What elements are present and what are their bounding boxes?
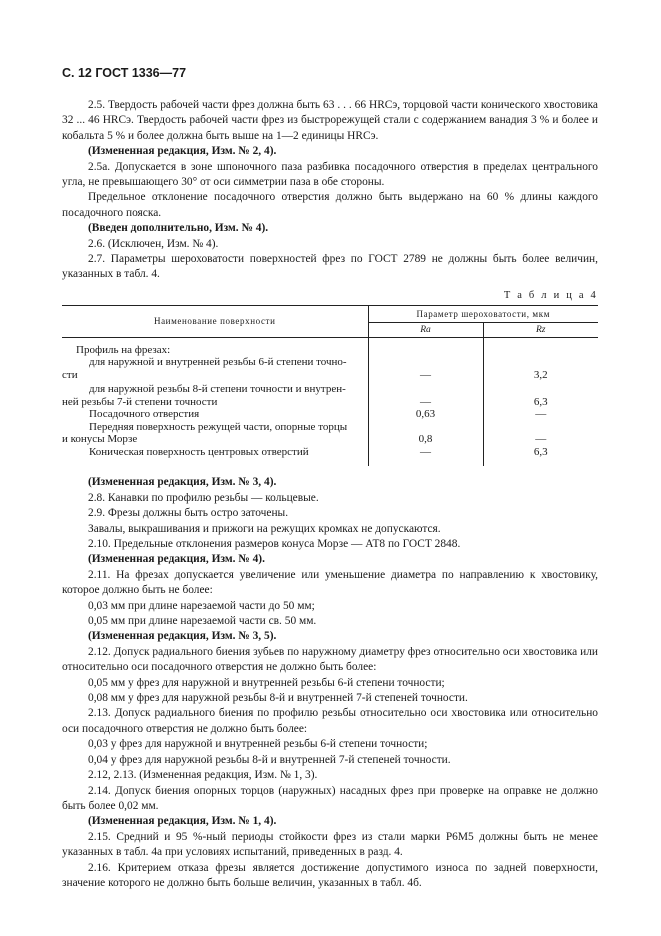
cell-rz: — — [483, 433, 598, 446]
cell-rz: 6,3 — [483, 446, 598, 459]
column-header-surface: Наименование поверхности — [62, 305, 368, 337]
table-caption: Т а б л и ц а 4 — [503, 289, 598, 301]
amendment-note: (Измененная редакция, Изм. № 1, 4). — [88, 815, 277, 828]
table-group-title: Профиль на фрезах: — [76, 343, 171, 356]
roughness-table — [62, 305, 598, 467]
table-row — [62, 433, 598, 446]
paragraph: Завалы, выкрашивания и прижоги на режущих кромках не допускаются. — [88, 522, 441, 535]
paragraph: 0,03 у фрез для наружной и внутренней резьбы 6-й степени точности; — [88, 738, 428, 751]
cell-ra: — — [368, 396, 483, 409]
paragraph: 0,05 мм у фрез для наружной и внутренней резьбы 6-й степени точности; — [88, 676, 445, 689]
table-row — [62, 381, 598, 396]
column-header-ra: Ra — [368, 322, 483, 337]
paragraph: 2.10. Предельные отклонения размеров конуса Морзе — АТ8 по ГОСТ 2848. — [88, 538, 461, 550]
amendment-note: (Измененная редакция, Изм. № 3, 4). — [88, 476, 277, 489]
paragraph: 0,03 мм при длине нарезаемой части до 50 мм; — [88, 599, 315, 612]
paragraph: Предельное отклонение посадочного отверстия должно быть выдержано на 60 % длины каждого посадочного пояска. — [62, 191, 598, 219]
paragraph: 2.5. Твердость рабочей части фрез должна быть 63 . . . 66 HRCэ, торцовой части конического хвостовика 32 ... 46 HRCэ. Твердость рабочей части фрез из быстрорежущей стали с содержанием ванадия 3 % и более и кобальта 5 % и более должна быть выше на 1—2 единицы HRCэ. — [62, 99, 598, 142]
column-header-rz: Rz — [483, 322, 598, 337]
cell-ra: 0,63 — [368, 408, 483, 421]
paragraph: 2.14. Допуск биения опорных торцов (наружных) насадных фрез при проверке на оправке не должно быть более 0,02 мм. — [62, 784, 598, 812]
paragraph: 2.9. Фрезы должны быть остро заточены. — [88, 507, 289, 520]
page-header: С. 12 ГОСТ 1336—77 — [62, 66, 187, 80]
amendment-note: (Измененная редакция, Изм. № 3, 5). — [88, 630, 277, 643]
row-name: Посадочного отверстия — [89, 408, 200, 421]
table-row — [62, 369, 598, 382]
row-name-cont: и конусы Морзе — [62, 433, 138, 446]
amendment-note: (Введен дополнительно, Изм. № 4). — [88, 222, 269, 235]
cell-rz: 6,3 — [483, 396, 598, 409]
row-name: для наружной резьбы 8-й степени точности и внутрен- — [89, 383, 346, 396]
paragraph: 2.12. Допуск радиального биения зубьев по наружному диаметру фрез относительно оси хвостовика или относительно оси посадочного отверстия не должно быть более: — [62, 645, 598, 674]
paragraph: 0,08 мм у фрез для наружной резьбы 8-й и внутренней 7-й степеней точности. — [88, 692, 468, 705]
table-row — [62, 356, 598, 369]
section-top — [62, 98, 598, 283]
section-bottom — [62, 475, 598, 891]
row-name: Коническая поверхность центровых отверстий — [89, 445, 309, 458]
paragraph: 2.7. Параметры шероховатости поверхностей фрез по ГОСТ 2789 не должны быть более величин, указанных в табл. 4. — [62, 253, 598, 281]
column-header-parameter: Параметр шероховатости, мкм — [368, 305, 598, 322]
cell-ra: — — [368, 369, 483, 382]
paragraph: 2.6. (Исключен, Изм. № 4). — [88, 237, 219, 250]
row-name: Передняя поверхность режущей части, опорные торцы — [89, 420, 348, 433]
paragraph: 2.11. На фрезах допускается увеличение или уменьшение диаметра по направлению к хвостовику, которое должно быть не более: — [62, 568, 598, 597]
table-row — [62, 421, 598, 434]
amendment-note: (Измененная редакция, Изм. № 4). — [88, 553, 265, 566]
paragraph: 2.13. Допуск радиального биения по профилю резьбы относительно оси хвостовика или относительно оси посадочного отверстия не должно быть более: — [62, 707, 598, 735]
cell-rz: — — [483, 408, 598, 421]
paragraph: 2.16. Критерием отказа фрезы является достижение допустимого износа по задней поверхности, значение которого не должно быть больше величин, указанных в табл. 4б. — [62, 861, 598, 889]
cell-rz: 3,2 — [483, 369, 598, 382]
paragraph: 2.8. Канавки по профилю резьбы — кольцевые. — [88, 491, 319, 504]
document-page — [62, 66, 598, 891]
row-name: для наружной и внутренней резьбы 6-й степени точно- — [89, 356, 347, 369]
paragraph: 0,04 у фрез для наружной резьбы 8-й и внутренней 7-й степеней точности. — [88, 753, 451, 766]
amendment-note: 2.12, 2.13. (Измененная редакция, Изм. № 1, 3). — [88, 769, 318, 782]
paragraph: 0,05 мм при длине нарезаемой части св. 50 мм. — [88, 615, 317, 628]
paragraph: 2.5а. Допускается в зоне шпоночного паза разбивка посадочного отверстия в пределах центрального угла, не превышающего 30° от оси симметрии паза в обе стороны. — [62, 160, 598, 189]
cell-ra: 0,8 — [368, 433, 483, 446]
table-row — [62, 396, 598, 409]
row-name-cont: сти — [62, 368, 78, 381]
amendment-note: (Измененная редакция, Изм. № 2, 4). — [88, 145, 277, 158]
table-row — [62, 446, 598, 459]
table-row — [62, 408, 598, 421]
paragraph: 2.15. Средний и 95 %-ный периоды стойкости фрез из стали марки Р6М5 должны быть не менее указанных в табл. 4а при условиях испытаний, приведенных в разд. 4. — [62, 830, 598, 859]
row-name-cont: ней резьбы 7-й степени точности — [62, 395, 218, 408]
cell-ra: — — [368, 446, 483, 459]
